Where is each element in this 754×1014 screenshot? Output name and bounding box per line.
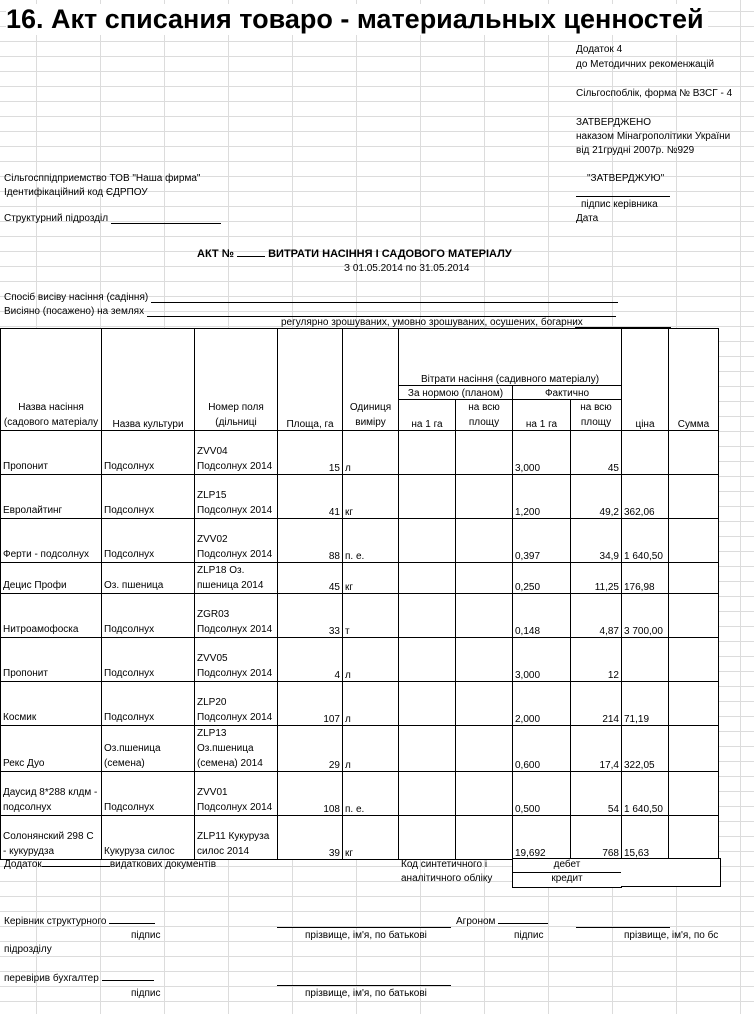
row-sum-cell bbox=[669, 475, 719, 519]
table-row bbox=[1, 563, 719, 594]
order-date: від 21грудні 2007р. №929 bbox=[576, 145, 695, 156]
row-field-cell: ZVV05 Подсолнух 2014 bbox=[195, 638, 278, 682]
row-price-cell: 15,63 bbox=[622, 816, 669, 860]
table-row bbox=[1, 772, 719, 816]
fact-total-header: на всю площу bbox=[571, 400, 622, 431]
table-row bbox=[1, 519, 719, 563]
row-culture-cell: Кукурузa силос bbox=[102, 816, 195, 860]
row-unit-cell: п. е. bbox=[343, 519, 399, 563]
order-label: наказом Мінагрополітики України bbox=[576, 131, 731, 142]
row-norm-ha-cell bbox=[399, 594, 456, 638]
enterprise-info bbox=[4, 173, 200, 184]
col-culture-header: Назва культури bbox=[102, 329, 195, 431]
agronom-name-caption: прізвище, ім'я, по бс bbox=[624, 930, 719, 941]
table-row bbox=[1, 638, 719, 682]
row-norm-ha-cell bbox=[399, 772, 456, 816]
row-culture-cell: Подсолнух bbox=[102, 638, 195, 682]
row-norm-total-cell bbox=[456, 594, 513, 638]
row-area-cell: 33 bbox=[278, 594, 343, 638]
row-field-cell: ZLP18 Оз. пшеница 2014 bbox=[195, 563, 278, 594]
act-number-line bbox=[237, 256, 265, 257]
row-field-cell: ZVV01 Подсолнух 2014 bbox=[195, 772, 278, 816]
col-area-header: Площа, га bbox=[278, 329, 343, 431]
row-norm-total-cell bbox=[456, 772, 513, 816]
row-area-cell: 39 bbox=[278, 816, 343, 860]
row-area-cell: 29 bbox=[278, 726, 343, 772]
head-signature: Керівник структурного bbox=[4, 916, 155, 927]
row-name-cell: Пропонит bbox=[1, 638, 102, 682]
division-label: Структурний підрозділ bbox=[4, 213, 221, 224]
row-culture-cell: Подсолнух bbox=[102, 475, 195, 519]
row-sum-cell bbox=[669, 519, 719, 563]
land-types: регулярно зрошуваних, умовно зрошуваних, осушених, богарних bbox=[281, 317, 583, 328]
act-period: З 01.05.2014 по 31.05.2014 bbox=[344, 263, 470, 274]
row-area-cell: 107 bbox=[278, 682, 343, 726]
code-label-1: Код синтетичного і bbox=[401, 859, 488, 870]
row-culture-cell: Подсолнух bbox=[102, 519, 195, 563]
row-area-cell: 45 bbox=[278, 563, 343, 594]
row-norm-total-cell bbox=[456, 682, 513, 726]
date-label: Дата bbox=[576, 213, 599, 224]
row-culture-cell: Подсолнух bbox=[102, 431, 195, 475]
row-fact-total-cell: 34,9 bbox=[571, 519, 622, 563]
row-culture-cell: Подсолнух bbox=[102, 682, 195, 726]
row-norm-total-cell bbox=[456, 816, 513, 860]
edrpou-label: Ідентифікаційний код ЄДРПОУ bbox=[4, 187, 148, 198]
row-norm-ha-cell bbox=[399, 726, 456, 772]
row-unit-cell: л bbox=[343, 726, 399, 772]
approved-label: ЗАТВЕРДЖЕНО bbox=[576, 117, 652, 128]
accountant-signature: перевірив бухгалтер bbox=[4, 973, 154, 984]
row-norm-ha-cell bbox=[399, 519, 456, 563]
row-unit-cell: п. е. bbox=[343, 772, 399, 816]
attachment-line: Додаток видаткових документів bbox=[4, 859, 217, 870]
table-row bbox=[1, 431, 719, 475]
col-name-header: Назва насіння (садового матеріалу bbox=[1, 329, 102, 431]
row-sum-cell bbox=[669, 816, 719, 860]
row-field-cell: ZVV02 Подсолнух 2014 bbox=[195, 519, 278, 563]
recommendations-label: до Методичних рекоменжацій bbox=[576, 59, 715, 70]
row-name-cell: Ферти - подсолнух bbox=[1, 519, 102, 563]
row-field-cell: ZLP13 Оз.пшеница (семена) 2014 bbox=[195, 726, 278, 772]
row-fact-ha-cell: 0,397 bbox=[513, 519, 571, 563]
row-price-cell: 1 640,50 bbox=[622, 519, 669, 563]
row-unit-cell: т bbox=[343, 594, 399, 638]
row-fact-ha-cell: 0,500 bbox=[513, 772, 571, 816]
row-norm-ha-cell bbox=[399, 431, 456, 475]
row-area-cell: 15 bbox=[278, 431, 343, 475]
row-norm-ha-cell bbox=[399, 816, 456, 860]
row-area-cell: 4 bbox=[278, 638, 343, 682]
sign-caption: підпис керівника bbox=[581, 199, 658, 210]
row-culture-cell: Подсолнух bbox=[102, 772, 195, 816]
row-sum-cell bbox=[669, 772, 719, 816]
row-unit-cell: л bbox=[343, 682, 399, 726]
division-line bbox=[111, 223, 221, 224]
agronom-sign-caption: підпис bbox=[514, 930, 544, 941]
row-price-cell: 3 700,00 bbox=[622, 594, 669, 638]
approve-label: "ЗАТВЕРДЖУЮ" bbox=[587, 173, 665, 184]
appendix-label: Додаток 4 bbox=[576, 44, 623, 55]
accountant-sign-caption: підпис bbox=[131, 988, 161, 999]
row-norm-ha-cell bbox=[399, 638, 456, 682]
row-fact-total-cell: 45 bbox=[571, 431, 622, 475]
table-row bbox=[1, 475, 719, 519]
row-price-cell: 176,98 bbox=[622, 563, 669, 594]
page-title: 16. Акт списания товаро - материальных ценностей bbox=[6, 4, 708, 35]
row-area-cell: 41 bbox=[278, 475, 343, 519]
sown-on: Висіяно (посажено) на землях bbox=[4, 306, 616, 317]
row-sum-cell bbox=[669, 431, 719, 475]
row-fact-total-cell: 768 bbox=[571, 816, 622, 860]
row-area-cell: 88 bbox=[278, 519, 343, 563]
credit-cell: кредит bbox=[512, 872, 622, 888]
approve-sign-line bbox=[576, 184, 670, 197]
row-norm-total-cell bbox=[456, 431, 513, 475]
row-norm-total-cell bbox=[456, 519, 513, 563]
row-name-cell: Космик bbox=[1, 682, 102, 726]
row-price-cell bbox=[622, 431, 669, 475]
row-unit-cell: л bbox=[343, 431, 399, 475]
norm-total-header: на всю площу bbox=[456, 400, 513, 431]
row-price-cell: 71,19 bbox=[622, 682, 669, 726]
form-number: Сільгоспоблік, форма № ВЗСГ - 4 bbox=[576, 88, 733, 99]
row-culture-cell: Оз.пшеница (семена) bbox=[102, 726, 195, 772]
row-area-cell: 108 bbox=[278, 772, 343, 816]
row-name-cell: Децис Профи bbox=[1, 563, 102, 594]
row-name-cell: Пропонит bbox=[1, 431, 102, 475]
row-price-cell: 1 640,50 bbox=[622, 772, 669, 816]
row-sum-cell bbox=[669, 638, 719, 682]
row-culture-cell: Оз. пшеница bbox=[102, 563, 195, 594]
row-fact-total-cell: 4,87 bbox=[571, 594, 622, 638]
row-fact-ha-cell: 19,692 bbox=[513, 816, 571, 860]
act-heading: АКТ № ВИТРАТИ НАСІННЯ І САДОВОГО МАТЕРІАЛУ bbox=[197, 248, 512, 260]
row-norm-total-cell bbox=[456, 726, 513, 772]
row-field-cell: ZLP11 Кукуруза силос 2014 bbox=[195, 816, 278, 860]
row-sum-cell bbox=[669, 563, 719, 594]
row-unit-cell: кг bbox=[343, 816, 399, 860]
sowing-method: Спосіб висіву насіння (садіння) bbox=[4, 292, 618, 303]
row-name-cell: Нитроамофоска bbox=[1, 594, 102, 638]
table-row bbox=[1, 726, 719, 772]
fact-header: Фактично bbox=[513, 386, 622, 400]
row-field-cell: ZGR03 Подсолнух 2014 bbox=[195, 594, 278, 638]
row-price-cell: 322,05 bbox=[622, 726, 669, 772]
norm-header: За нормою (планом) bbox=[399, 386, 513, 400]
accountant-name-caption: прізвище, ім'я, по батькові bbox=[305, 988, 427, 999]
row-fact-ha-cell: 0,600 bbox=[513, 726, 571, 772]
row-fact-ha-cell: 3,000 bbox=[513, 431, 571, 475]
head-name-caption: прізвище, ім'я, по батькові bbox=[305, 930, 427, 941]
row-sum-cell bbox=[669, 682, 719, 726]
row-name-cell: Солонянский 298 С - кукурудза bbox=[1, 816, 102, 860]
row-norm-total-cell bbox=[456, 638, 513, 682]
row-name-cell: Евролайтинг bbox=[1, 475, 102, 519]
enterprise-label: Сільгосппідприемство bbox=[4, 173, 107, 184]
debit-cell: дебет bbox=[512, 858, 622, 874]
row-fact-total-cell: 12 bbox=[571, 638, 622, 682]
table-row bbox=[1, 594, 719, 638]
agronom-signature: Агроном bbox=[456, 916, 548, 927]
norm-per-ha-header: на 1 га bbox=[399, 400, 456, 431]
row-norm-total-cell bbox=[456, 563, 513, 594]
row-fact-ha-cell: 1,200 bbox=[513, 475, 571, 519]
row-fact-ha-cell: 2,000 bbox=[513, 682, 571, 726]
row-field-cell: ZLP20 Подсолнух 2014 bbox=[195, 682, 278, 726]
row-norm-ha-cell bbox=[399, 563, 456, 594]
col-unit-header: Одиниця виміру bbox=[343, 329, 399, 431]
row-unit-cell: кг bbox=[343, 475, 399, 519]
col-field-header: Номер поля (дільниці bbox=[195, 329, 278, 431]
row-norm-ha-cell bbox=[399, 682, 456, 726]
row-fact-total-cell: 17,4 bbox=[571, 726, 622, 772]
row-fact-total-cell: 49,2 bbox=[571, 475, 622, 519]
table-row bbox=[1, 816, 719, 860]
col-consumption-header: Вітрати насіння (садивного матеріалу) bbox=[399, 329, 622, 386]
row-sum-cell bbox=[669, 726, 719, 772]
consumption-table bbox=[0, 328, 719, 860]
col-price-header: ціна bbox=[622, 329, 669, 431]
row-field-cell: ZLP15 Подсолнух 2014 bbox=[195, 475, 278, 519]
row-name-cell: Даусид 8*288 клдм - подсолнух bbox=[1, 772, 102, 816]
row-fact-total-cell: 11,25 bbox=[571, 563, 622, 594]
code-label-2: аналітичного обліку bbox=[401, 873, 493, 884]
row-unit-cell: кг bbox=[343, 563, 399, 594]
row-sum-cell bbox=[669, 594, 719, 638]
row-name-cell: Рекс Дуо bbox=[1, 726, 102, 772]
row-norm-total-cell bbox=[456, 475, 513, 519]
enterprise-name: ТОВ "Наша фирма" bbox=[109, 173, 201, 184]
row-fact-ha-cell: 0,148 bbox=[513, 594, 571, 638]
table-row bbox=[1, 682, 719, 726]
row-fact-ha-cell: 3,000 bbox=[513, 638, 571, 682]
head-sign-caption: підпис bbox=[131, 930, 161, 941]
row-fact-total-cell: 54 bbox=[571, 772, 622, 816]
row-price-cell bbox=[622, 638, 669, 682]
row-culture-cell: Подсолнух bbox=[102, 594, 195, 638]
fact-per-ha-header: на 1 га bbox=[513, 400, 571, 431]
row-fact-total-cell: 214 bbox=[571, 682, 622, 726]
row-price-cell: 362,06 bbox=[622, 475, 669, 519]
head-label-2: підрозділу bbox=[4, 944, 52, 955]
row-norm-ha-cell bbox=[399, 475, 456, 519]
row-unit-cell: л bbox=[343, 638, 399, 682]
col-sum-header: Сумма bbox=[669, 329, 719, 431]
row-fact-ha-cell: 0,250 bbox=[513, 563, 571, 594]
row-field-cell: ZVV04 Подсолнух 2014 bbox=[195, 431, 278, 475]
